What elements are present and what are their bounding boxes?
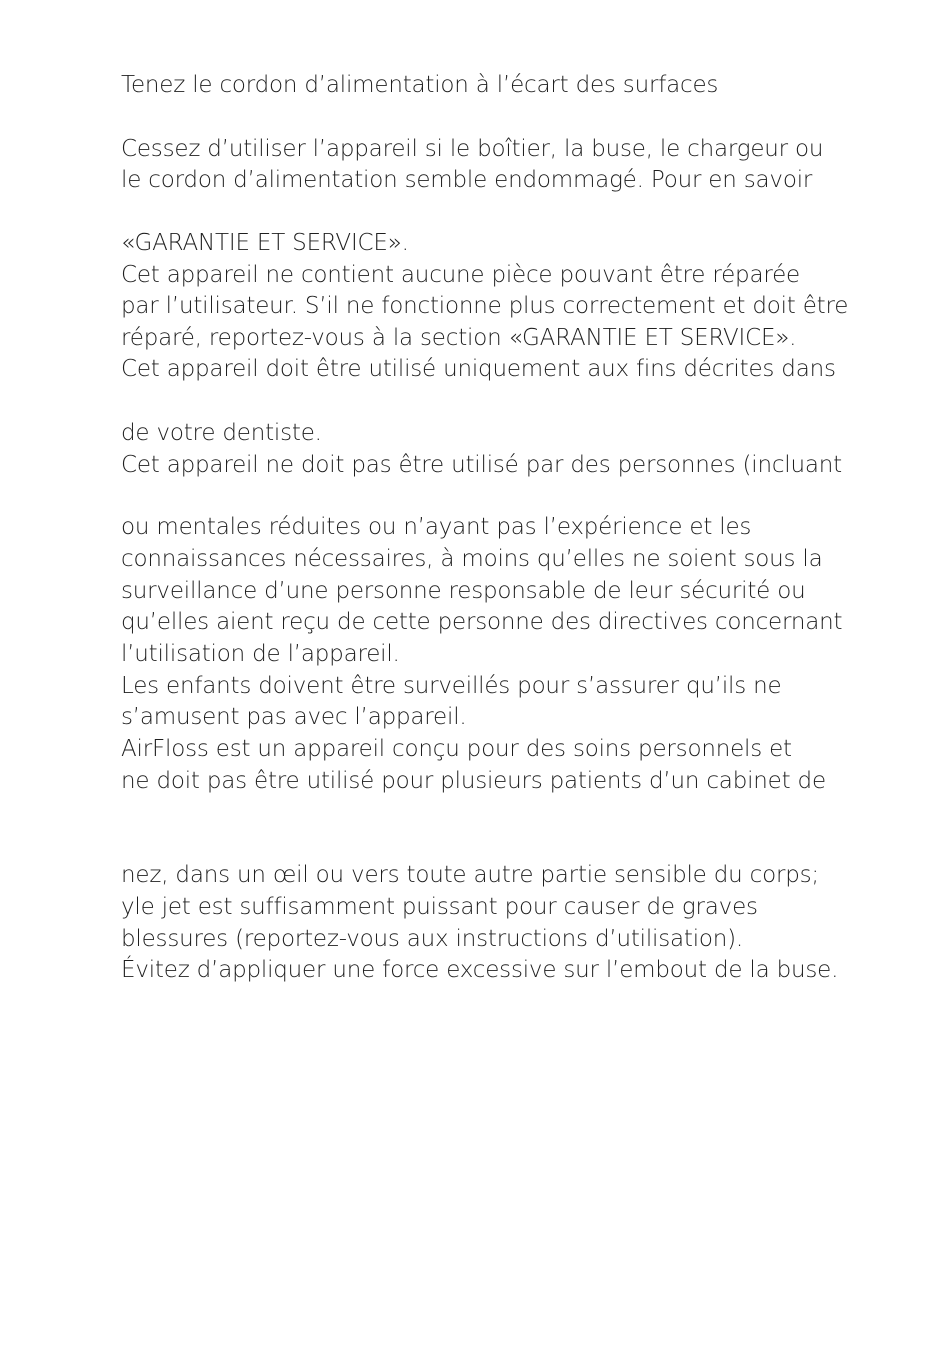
text-line-3: le cordon d’alimentation semble endommagé. Pour en savoir (121, 167, 813, 193)
text-line-9: de votre dentiste. (121, 420, 322, 446)
text-line-7: réparé, reportez-vous à la section «GARANTIE ET SERVICE». (121, 325, 797, 351)
text-line-6: par l’utilisateur. S’il ne fonctionne plus correctement et doit être (121, 293, 849, 319)
text-line-1: Tenez le cordon d’alimentation à l’écart des surfaces (121, 72, 719, 98)
text-line-14: qu’elles aient reçu de cette personne des directives concernant (121, 609, 843, 635)
text-line-8: Cet appareil doit être utilisé uniquement aux fins décrites dans (121, 356, 836, 382)
text-line-23: Évitez d’appliquer une force excessive sur l’embout de la buse. (121, 957, 839, 983)
text-line-11: ou mentales réduites ou n’ayant pas l’expérience et les (121, 514, 752, 540)
text-line-17: s’amusent pas avec l’appareil. (121, 704, 467, 730)
text-line-13: surveillance d’une personne responsable de leur sécurité ou (121, 578, 806, 604)
text-line-5: Cet appareil ne contient aucune pièce pouvant être réparée (121, 262, 800, 288)
text-line-16: Les enfants doivent être surveillés pour s’assurer qu’ils ne (121, 673, 782, 699)
text-line-19: ne doit pas être utilisé pour plusieurs patients d’un cabinet de (121, 768, 826, 794)
text-line-10: Cet appareil ne doit pas être utilisé par des personnes (incluant (121, 452, 842, 478)
text-line-15: l’utilisation de l’appareil. (121, 641, 400, 667)
text-line-18: AirFloss est un appareil conçu pour des soins personnels et (121, 736, 792, 762)
text-line-2: Cessez d’utiliser l’appareil si le boîtier, la buse, le chargeur ou (121, 136, 824, 162)
text-line-20: nez, dans un œil ou vers toute autre partie sensible du corps; (121, 862, 819, 888)
text-line-22: blessures (reportez-vous aux instructions d’utilisation). (121, 926, 744, 952)
text-line-12: connaissances nécessaires, à moins qu’elles ne soient sous la (121, 546, 823, 572)
text-line-4: «GARANTIE ET SERVICE». (121, 230, 409, 256)
text-line-21: yle jet est suffisamment puissant pour causer de graves (121, 894, 758, 920)
